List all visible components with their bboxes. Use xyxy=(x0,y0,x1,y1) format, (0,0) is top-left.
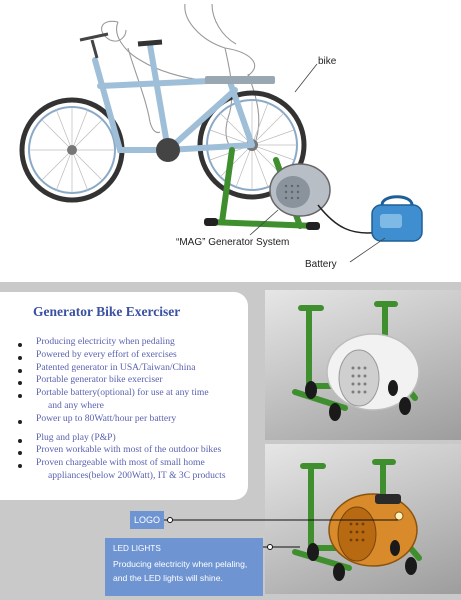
handlebar xyxy=(80,34,108,58)
feature-item-continued: appliances(below 200Watt), IT & 3C products xyxy=(48,469,226,481)
battery-pack xyxy=(372,197,422,241)
feature-card-title: Generator Bike Exerciser xyxy=(33,304,181,319)
silver-generator-photo xyxy=(265,290,461,440)
rear-rack xyxy=(205,76,275,84)
led-lights-line-1: Producing electricity when pelaling, xyxy=(113,559,248,569)
bike-frame xyxy=(95,45,252,150)
mag-generator-label: “MAG” Generator System xyxy=(176,237,290,248)
feature-item: Patented generator in USA/Taiwan/China xyxy=(18,362,246,375)
bike-label: bike xyxy=(318,56,337,67)
chainring xyxy=(156,138,180,162)
feature-item: Portable generator bike exerciser xyxy=(18,374,246,387)
feature-item: Producing electricity when pedaling xyxy=(18,336,246,349)
orange-generator-photo xyxy=(265,444,461,594)
led-lights-callout xyxy=(105,538,263,596)
feature-item: Proven workable with most of the outdoor bikes xyxy=(18,444,246,457)
front-wheel xyxy=(22,100,122,200)
logo-callout: LOGO xyxy=(130,511,164,529)
feature-item: Power up to 80Watt/hour per battery xyxy=(18,413,246,426)
feature-list xyxy=(18,336,246,483)
feature-item: Plug and play (P&P) xyxy=(18,432,246,445)
feature-item: Portable battery(optional) for use at any time xyxy=(18,387,246,400)
battery-label: Battery xyxy=(305,259,337,270)
feature-item: Powered by every effort of exercises xyxy=(18,349,246,362)
feature-card xyxy=(0,292,248,500)
feature-item-continued: and any where xyxy=(48,399,104,411)
led-lights-title: LED LIGHTS xyxy=(113,544,161,553)
feature-item: Proven chargeable with most of small home xyxy=(18,457,246,470)
hero-illustration xyxy=(0,0,461,282)
power-cable xyxy=(318,205,380,233)
led-lights-line-2: and the LED lights will shine. xyxy=(113,573,223,583)
